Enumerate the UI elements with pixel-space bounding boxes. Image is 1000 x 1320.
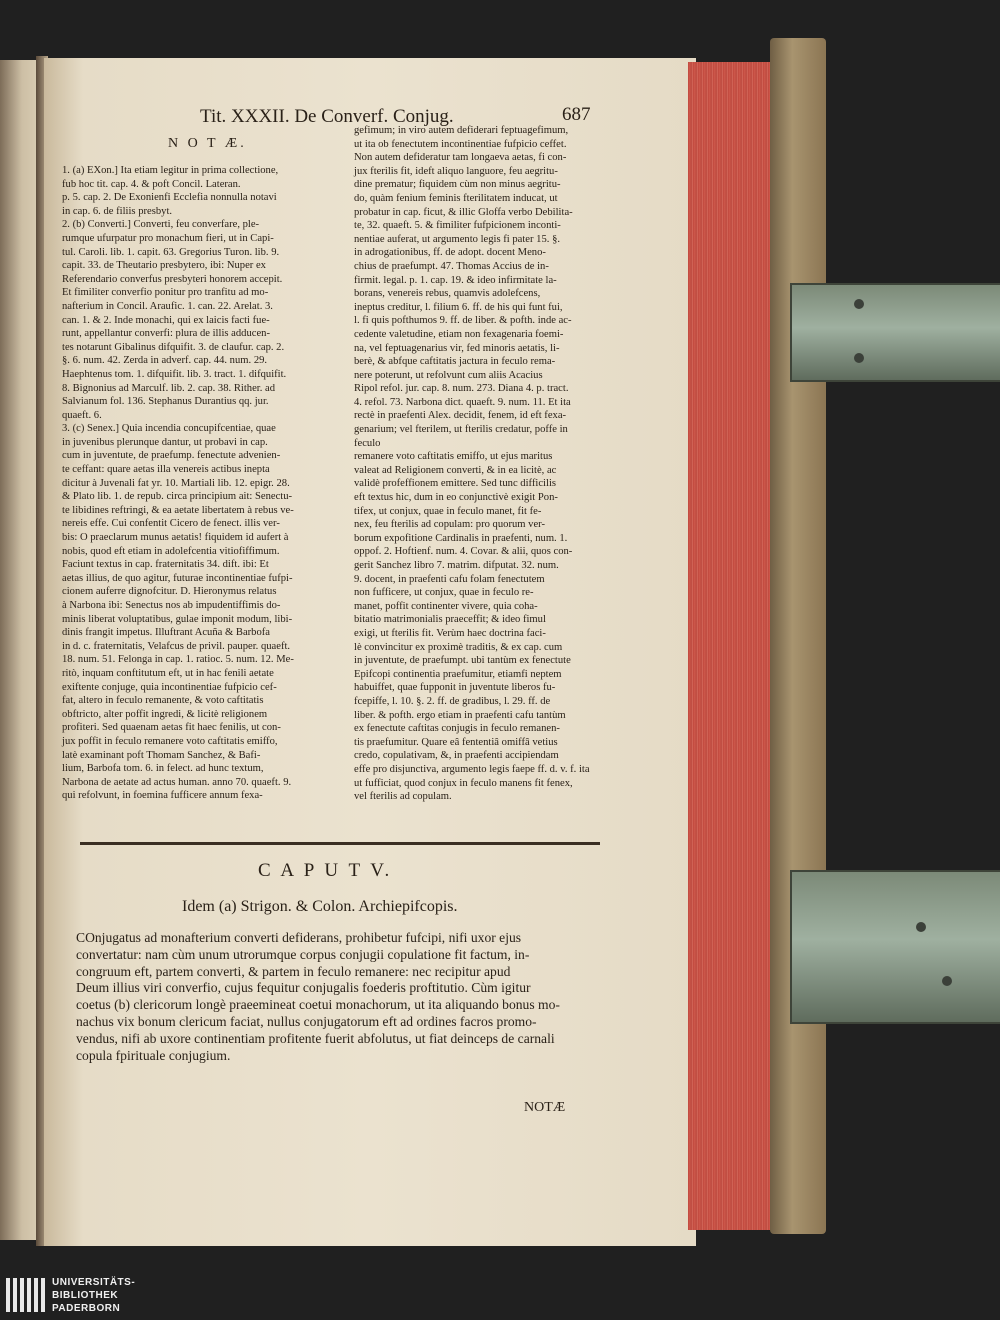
library-name-line1: UNIVERSITÄTS- [52,1277,136,1288]
note-line: ut fufficiat, quod conjux in feculo manens fit fenex, [354,777,573,789]
note-line: oppof. 2. Hoftienf. num. 4. Covar. & alii, quos con- [354,546,573,558]
note-line: dinis frangit impetus. Illuftrant Acuña & Barbofa [62,627,271,639]
note-line: nereis effe. Cui confentit Cicero de fenect. illis ver- [62,518,280,530]
library-name-line2: BIBLIOTHEK [52,1290,119,1301]
note-line: non fufficere, ut conjux, quae in feculo re- [354,587,534,599]
page-number: 687 [562,104,591,125]
note-line: liber. & pofth. ergo etiam in praefenti cafu tantùm [354,709,566,721]
note-line: jux poffit in feculo remanere voto caftitatis emiffo, [62,735,278,747]
note-line: genarium; vel fterilem, ut fterilis credatur, poffe in feculo [354,424,568,449]
note-line: exigi, ut fterilis fit. Verùm haec doctrina faci- [354,627,546,639]
note-line: quaeft. 6. [62,409,102,421]
note-line: te libidines reftringi, & ea aetate libertatem à rebus ve- [62,504,294,516]
note-line: Non autem defideratur tam longaeva aetas, fi con- [354,152,567,164]
note-line: qui refolvunt, in foemina fufficere annum fexa- [62,790,263,802]
note-line: 18. num. 51. Felonga in cap. 1. ratioc. 5. num. 12. Me- [62,654,294,666]
note-line: fub hoc tit. cap. 4. & poft Concil. Lateran. [62,178,241,190]
note-line: cionem auferre dignofcitur. D. Hieronymus relatus [62,586,277,598]
note-line: na, vel feptuagenarius vir, fed minoris aetatis, li- [354,342,560,354]
note-line: nobis, quod eft etiam in adolefcentia vitiofiffimum. [62,545,280,557]
note-line: in adrogationibus, ff. de adopt. docent Meno- [354,247,546,259]
note-line: runt, appellantur converfi: plura de illis adducen- [62,328,270,340]
note-line: gerit Sanchez libro 7. matrim. difputat. 32. num. [354,560,559,571]
body-line: Deum illius viri converfio, cujus fequitur conjugalis foederis proftitutio. Cùm igitur [76,980,531,996]
notae-heading: N O T Æ. [168,136,247,151]
body-line: nachus vix bonum clericum faciat, nullus conjugatorum eft ad ordines facros promo- [76,1013,537,1029]
note-line: gefimum; in viro autem defiderari feptuagefimum, [354,125,569,136]
book-cover-board [770,38,826,1234]
body-line: vendus, nifi ab uxore continentiam profitente fuerit abfolutus, ut fiat deinceps de carnali [76,1030,555,1046]
note-line: §. 6. num. 42. Zerda in adverf. cap. 44. num. 29. [62,355,268,367]
note-line: & Plato lib. 1. de repub. circa principium ait: Senectu- [62,491,293,503]
body-line: copula fpirituale conjugium. [76,1047,231,1063]
note-line: dine prematur; fiquidem cùm non minus aegritu- [354,179,561,191]
note-line: berè, & abfque caftitatis jactura in feculo rema- [354,356,556,368]
section-rule [80,842,600,845]
note-line: tis praefumitur. Quare eâ fententiâ omiffâ vetius [354,736,558,748]
note-line: dicitur à Juvenali fat yr. 10. Martiali lib. 12. epigr. 28. [62,477,290,489]
body-line: COnjugatus ad monafterium converti defiderans, prohibetur fufcipi, nifi uxor ejus [76,930,522,945]
note-line: bitatio matrimonialis praeceffit; & ideo fimul [354,614,546,626]
note-line: bis: O praeclarum munus aetatis! fiquidem id aufert à [62,532,289,544]
note-line: nex, feu fterilis ad copulam: pro quorum ver- [354,519,546,531]
note-line: chius de praefumpt. 47. Thomas Accius de in- [354,260,549,272]
note-line: obftricto, alter poffit ingredi, & licitè religionem [62,708,268,720]
note-line: exiftente conjuge, quia incontinentiae fufpicio cef- [62,681,277,693]
library-name [52,1276,135,1315]
note-line: lè convincitur ex proximè traditis, & ex cap. cum [354,641,563,653]
note-line: jux fterilis fit, ideft aliquo languore, feu aegritu- [354,165,558,177]
note-line: latè examinant poft Thomam Sanchez, & Bafi- [62,749,261,761]
note-line: vel fterilis ad copulam. [354,791,452,803]
note-line: Referendario converfus presbyteri honorem accepit. [62,273,283,285]
library-logo-icon [6,1278,46,1312]
note-line: à Narbona ibi: Senectus nos ab impudentiffimis do- [62,600,281,611]
note-line: credo, copulativam, &, in praefenti accipiendam [354,750,559,762]
catchword: NOTÆ [524,1100,566,1115]
note-line: in cap. 6. de filiis presbyt. [62,205,173,217]
note-line: Epifcopi continentia praefumitur, etiamfi neptem [354,668,562,680]
note-line: valeat ad Religionem converti, & in ea licitè, ac [354,464,557,476]
chapter-subtitle: Idem (a) Strigon. & Colon. Archiepifcopis. [182,898,458,915]
note-line: manet, poffit continenter vivere, quia coha- [354,600,538,612]
library-name-line3: PADERBORN [52,1303,121,1314]
body-line: congruum eft, partem converti, & partem in feculo remanere: nec recipitur apud [76,963,511,979]
upper-clasp [790,283,1000,382]
lower-clasp [790,870,1000,1024]
note-line: in d. c. fraternitatis, Velafcus de privil. pauper. quaeft. [62,640,291,652]
note-line: tifex, ut conjux, quae in feculo manet, fit fe- [354,505,542,517]
note-line: l. fi quis pofthumos 9. ff. de liber. & pofth. inde ac- [354,315,572,327]
note-line: in juventute, de praefumpt. ubi tantùm ex fenectute [354,655,571,667]
note-line: ritò, inquam conftitutum eft, ut in hac fenili aetate [62,667,274,679]
note-line: rumque ufurpatur pro monachum fieri, ut in Capi- [62,232,274,244]
chapter-heading: C A P U T V. [258,860,393,881]
note-line: borum expofitione Cardinalis in praefenti, num. 1. [354,532,568,544]
note-line: nentiae auferat, ut argumento legis fi pater 15. §. [354,233,561,245]
note-line: habuiffet, quae fupponit in juventute liberos fu- [354,682,556,694]
note-line: 3. (c) Senex.] Quia incendia concupifcentiae, quae [62,423,276,435]
note-line: 9. docent, in praefenti cafu folam fenectutem [354,573,545,585]
note-line: aetas illius, de quo agitur, futurae incontinentiae fufpi- [62,572,293,584]
note-line: 8. Bignonius ad Marculf. lib. 2. cap. 38. Rither. ad [62,382,276,394]
body-line: coetus (b) clericorum longè praeemineat coetui monachorum, ut ita aliquando bonus mo- [76,997,560,1013]
left-notes-column [62,164,340,803]
note-line: tul. Caroli. lib. 1. capit. 63. Gregorius Turon. lib. 9. [62,246,280,258]
note-line: tes notarunt Gibalinus difquifit. 3. de claufur. cap. 2. [62,341,285,353]
note-line: remanere voto caftitatis emiffo, ut ejus maritus [354,451,553,463]
note-line: 4. refol. 73. Narbona dict. quaeft. 9. num. 11. Et ita [354,396,571,408]
note-line: nafterium in Concil. Araufic. 1. can. 22. Arelat. 3. [62,300,273,312]
note-line: cedente valetudine, etiam non fexagenaria foemi- [354,328,564,340]
running-header: Tit. XXXII. De Converf. Conjug. [200,106,454,127]
body-line: convertatur: nam cùm unum utrorumque corpus conjugii copulatione fit factum, in- [76,946,530,962]
note-line: Et fimiliter converfio ponitur pro tranfitu ad mo- [62,287,269,299]
note-line: lium, Barbofa tom. 6. in felect. ad hunc textum, [62,763,264,775]
note-line: Haephtenus tom. 1. difquifit. lib. 3. tract. 1. difquifit. [62,368,287,380]
note-line: te, 32. quaeft. 5. & fimiliter fufpicionem inconti- [354,220,561,232]
note-line: profiteri. Sed quaenam aetas fit haec fenilis, ut con- [62,722,281,734]
chapter-body [76,930,584,1064]
note-line: 1. (a) EXon.] Ita etiam legitur in prima collectione, [62,165,279,176]
note-line: ineptus creditur, l. filium 6. ff. de his qui funt fui, [354,301,563,313]
note-line: minis liberat voluptatibus, gulae imponit modum, libi- [62,613,293,625]
library-footer [0,1272,1000,1320]
note-line: probatur in cap. ficut, & illic Gloffa verbo Debilita- [354,206,573,218]
note-line: fat, altero in feculo remanente, & voto caftitatis [62,695,264,707]
note-line: can. 1. & 2. Inde monachi, qui ex laicis facti fue- [62,314,270,326]
note-line: firmit. legal. p. 1. cap. 19. & ideo infirmitate la- [354,274,557,286]
note-line: Narbona de aetate ad actus human. anno 70. quaeft. 9. [62,776,292,788]
note-line: te ceffant: quare aetas illa venereis actibus inepta [62,464,270,476]
right-notes-column [354,124,596,804]
note-line: do, quàm fenium feminis fterilitatem inducat, ut [354,192,558,204]
note-line: capit. 33. de Theutario presbytero, ibi: Nuper ex [62,260,266,272]
note-line: Ripol refol. jur. cap. 8. num. 273. Diana 4. p. tract. [354,383,569,395]
note-line: nere poterunt, ut refolvunt cum aliis Acacius [354,369,543,381]
note-line: Faciunt textus in cap. fraternitatis 34. dift. ibi: Et [62,559,269,571]
note-line: 2. (b) Converti.] Converti, feu converfare, ple- [62,219,260,231]
note-line: in juvenibus plerunque dantur, ut probavi in cap. [62,436,268,448]
note-line: Salvianum fol. 136. Stephanus Durantius qq. jur. [62,396,269,408]
note-line: cum in juventute, de praefump. fenectute advenien- [62,450,281,462]
red-page-edges [688,62,780,1230]
note-line: borans, venereis rebus, quamvis adolefcens, [354,288,541,300]
note-line: ex fenectute caftitas conjugis in feculo remanen- [354,723,560,735]
note-line: eft textus hic, dum in eo conjunctivè exigit Pon- [354,492,558,504]
note-line: ut ita ob fenectutem incontinentiae fufpicio ceffet. [354,138,567,150]
note-line: rectè in praefenti Alex. decidit, fenem, id eft fexa- [354,410,567,422]
note-line: fcepiffe, l. 10. §. 2. ff. de gradibus, l. 29. ff. de [354,695,551,707]
note-line: effe pro disjunctiva, argumento legis faepe ff. d. v. f. ita [354,763,590,775]
note-line: validè profeffionem emittere. Sed tunc difficilis [354,478,557,490]
note-line: p. 5. cap. 2. De Exonienfi Ecclefia nonnulla notavi [62,192,277,204]
left-page-edge [0,60,40,1240]
